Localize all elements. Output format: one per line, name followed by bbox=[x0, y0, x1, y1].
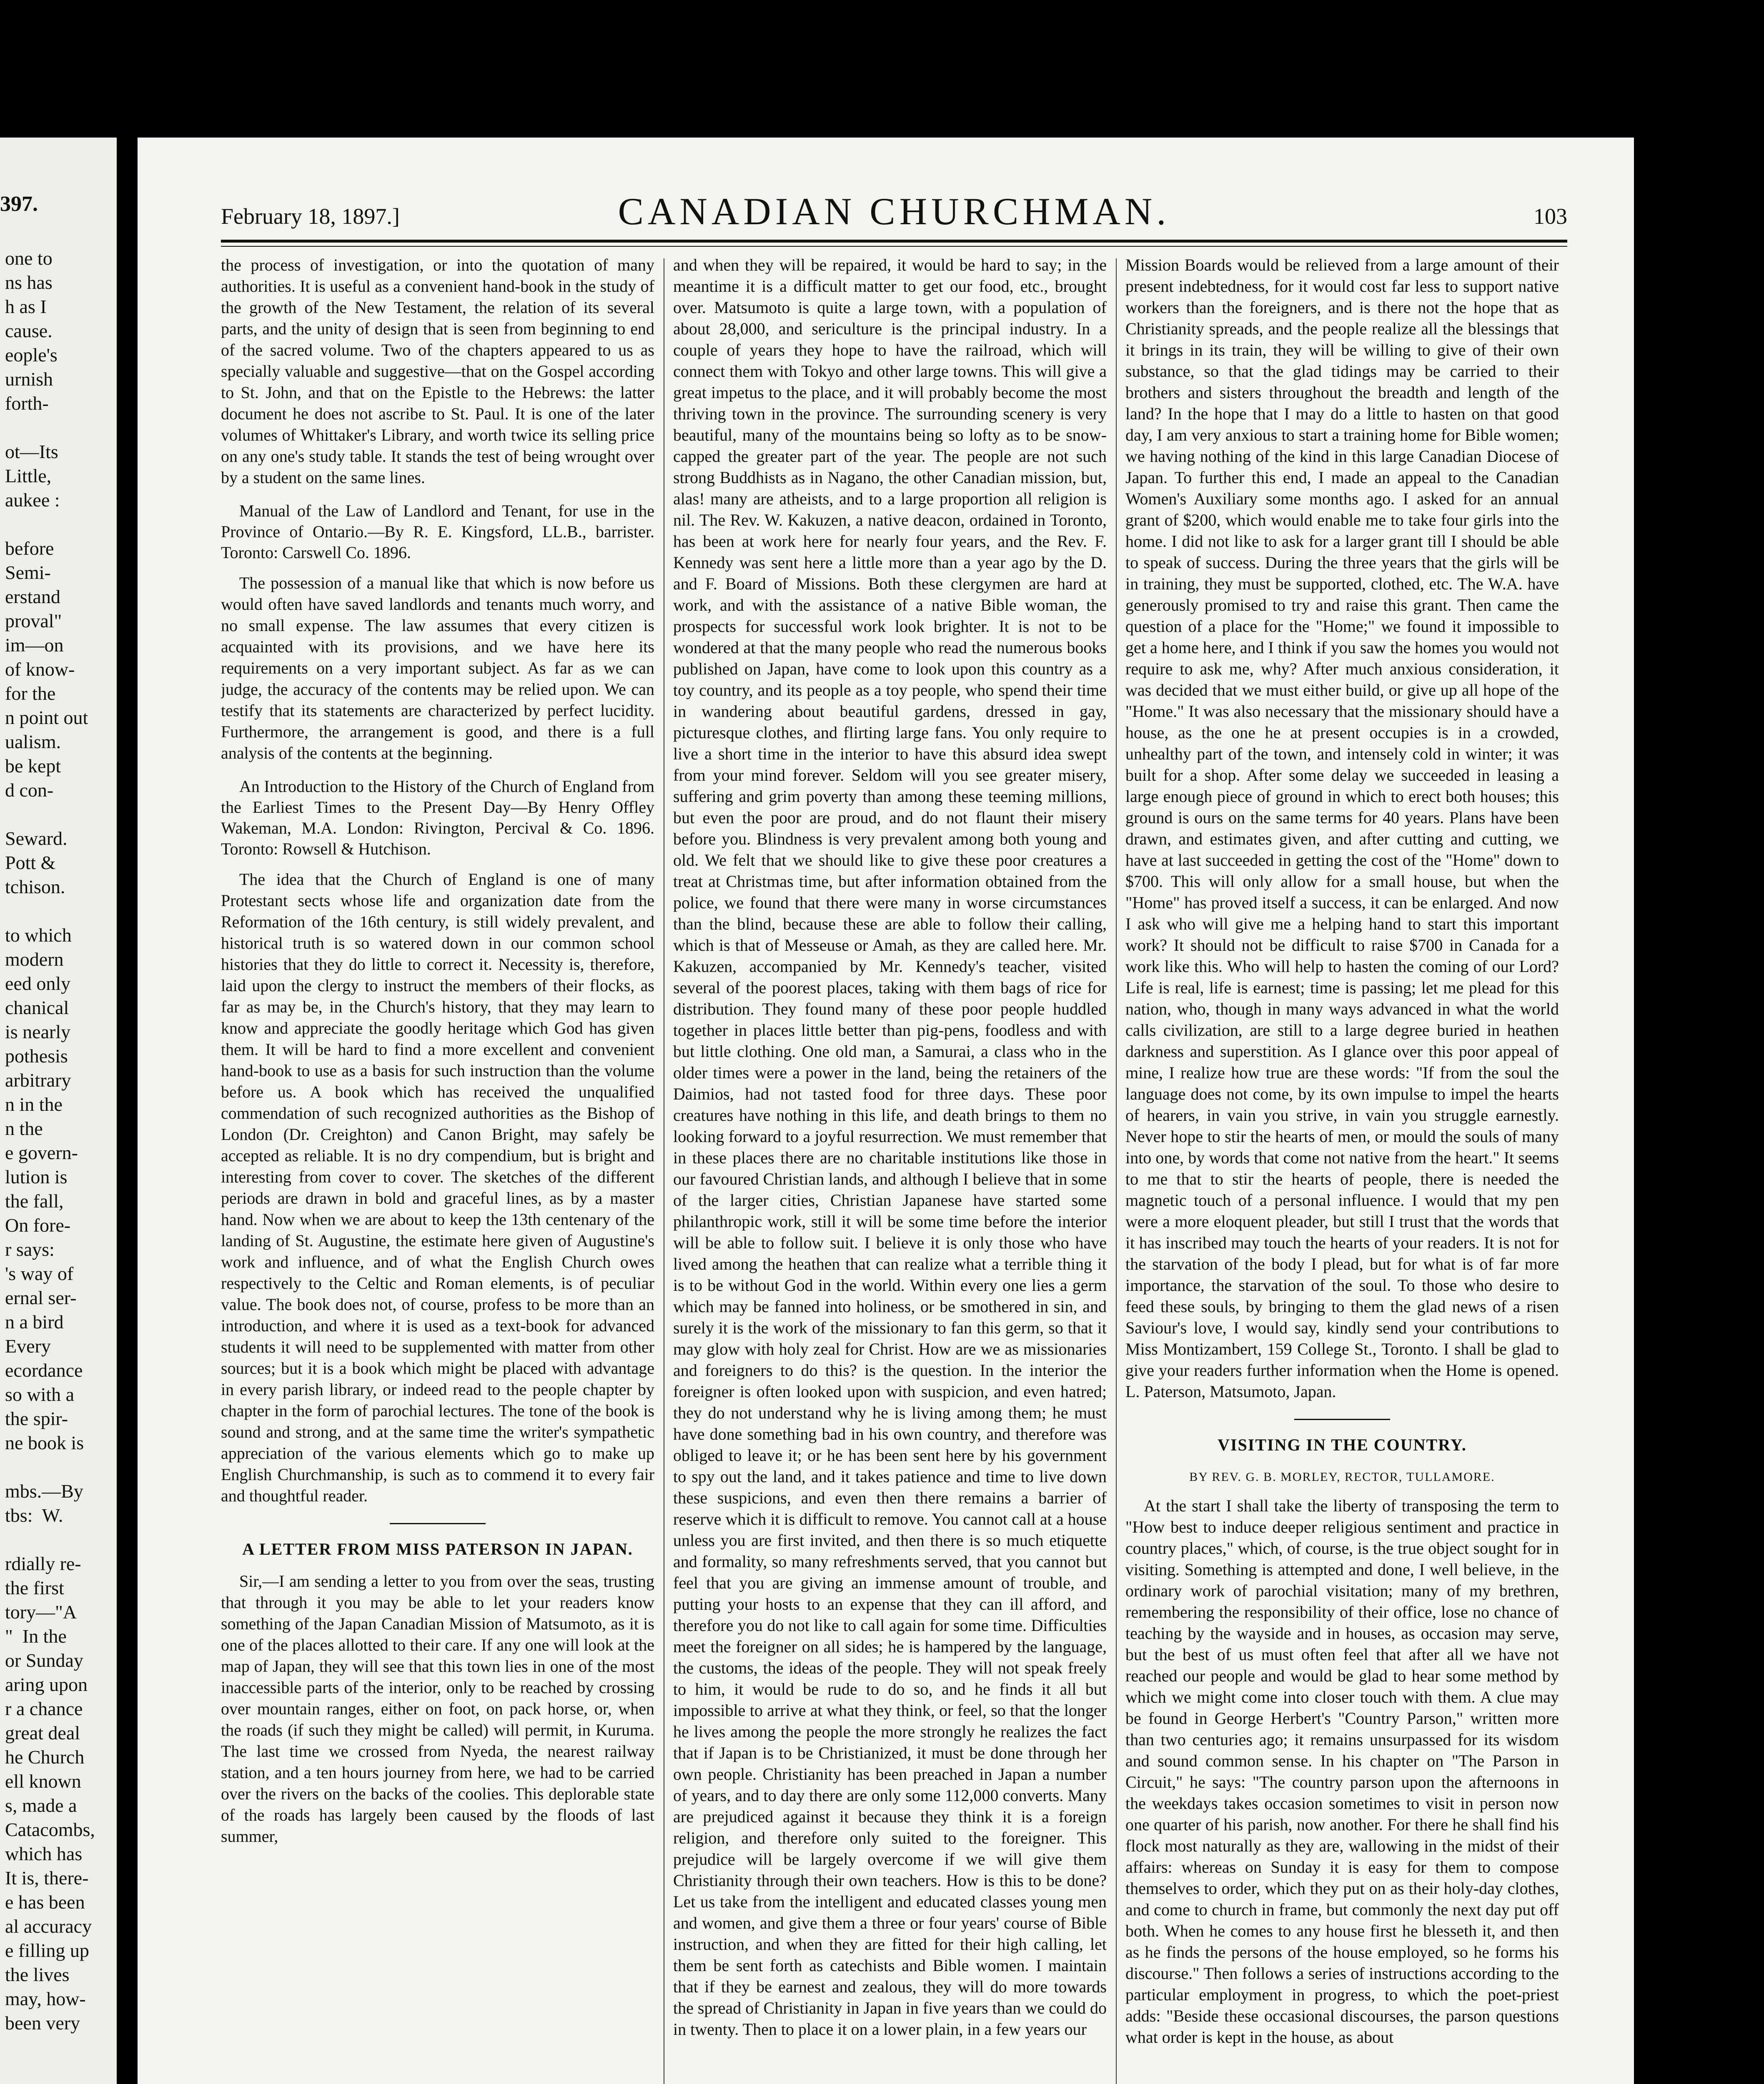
adjacent-page-text-fragment: before bbox=[5, 538, 54, 559]
section-rule bbox=[1294, 1419, 1390, 1420]
adjacent-page-text-fragment: urnish bbox=[5, 368, 53, 390]
adjacent-page-text-fragment: which has bbox=[5, 1843, 83, 1864]
adjacent-page-text-fragment: may, how- bbox=[5, 1988, 86, 2009]
adjacent-page-fragment bbox=[0, 138, 117, 2084]
adjacent-page-text-fragment: aring upon bbox=[5, 1674, 88, 1695]
adjacent-page-text-fragment: lution is bbox=[5, 1166, 68, 1187]
adjacent-page-text-fragment: proval" bbox=[5, 610, 62, 631]
adjacent-page-text-fragment: chanical bbox=[5, 997, 69, 1018]
adjacent-page-text-fragment: d con- bbox=[5, 779, 54, 801]
adjacent-page-text-fragment: he Church bbox=[5, 1746, 85, 1768]
review-text: the process of investigation, or into the quotation of many authorities. It is useful as a convenient hand-book in the study of the growth of the New Testament, the relation of its several parts, and the unity of design that is seen from beginning to end of the sacred volume. Two of the chapters appeared to us as specially valuable and suggestive—that on the Gospel according to St. John, and that on the Epistle to the Hebrews: the latter document he does not ascribe to St. Paul. It is one of the later volumes of Whittaker's Library, and worth twice its selling price on any one's study table. It stands the test of being wrought over by a student on the same lines. bbox=[221, 255, 654, 487]
adjacent-page-text-fragment: ualism. bbox=[5, 731, 61, 752]
review-text: The possession of a manual like that which is now before us would often have saved landlords and tenants much worry, and no small expense. The law assumes that every citizen is acquainted with its provisions, and we have here its requirements on a very important subject. As far as we can judge, the accuracy of the contents may be relied upon. We can testify that its statements are characterized by perfect lucidity. Furthermore, the arrangement is good, and there is a full analysis of the contents at the beginning. bbox=[221, 574, 654, 762]
section-rule bbox=[390, 1523, 486, 1524]
newspaper-title: CANADIAN CHURCHMAN. bbox=[618, 190, 1170, 233]
adjacent-page-text-fragment: Every bbox=[5, 1335, 51, 1357]
adjacent-page-text-fragment: cause. bbox=[5, 320, 53, 341]
review-title: An Introduction to the History of the Church of England from the Earliest Times to the Present Day—By Henry Offley Wakeman, M.A. London: Rivington, Percival & Co. 1896. Toronto: Rowsell & Hutchison. bbox=[221, 777, 654, 858]
adjacent-page-text-fragment: tory—"A bbox=[5, 1601, 77, 1623]
adjacent-page-text-fragment: " In the bbox=[5, 1626, 67, 1647]
column-3 bbox=[1125, 254, 1559, 2084]
adjacent-page-text-fragment: great deal bbox=[5, 1722, 80, 1743]
adjacent-page-text-fragment: arbitrary bbox=[5, 1070, 71, 1091]
adjacent-page-text-fragment: n point out bbox=[5, 707, 88, 728]
adjacent-page-text-fragment: is nearly bbox=[5, 1021, 71, 1042]
adjacent-page-text-fragment: ernal ser- bbox=[5, 1287, 77, 1308]
adjacent-page-text-fragment: It is, there- bbox=[5, 1867, 89, 1889]
adjacent-page-text-fragment: of know- bbox=[5, 659, 75, 680]
adjacent-page-text-fragment: h as I bbox=[5, 296, 47, 317]
adjacent-page-text-fragment: im—on bbox=[5, 634, 64, 656]
adjacent-page-text-fragment: r a chance bbox=[5, 1698, 83, 1719]
adjacent-page-text-fragment: pothesis bbox=[5, 1045, 68, 1067]
adjacent-page-text-fragment: Little, bbox=[5, 465, 52, 486]
letter-text: Mission Boards would be relieved from a large amount of their present indebtedness, for it would cost far less to support native workers than the foreigners, and is there not the hope that as Christianity spreads, and the people realize all the blessings that it brings in its train, they will be willing to give of their own substance, so that the glad tidings may be carried to their brothers and sisters throughout the breadth and length of the land? In the hope that I may do a little to hasten on that good day, I am very anxious to start a training home for Bible women; we having nothing of the kind in this large Canadian Diocese of Japan. To further this end, I made an appeal to the Canadian Women's Auxiliary some months ago. I asked for an annual grant of $200, which would enable me to take four girls into the home. I did not like to ask for a larger grant till I should be able to speak of success. During the three years that the girls will be in training, they must be supported, clothed, etc. The W.A. have generously promised to try and raise this grant. Then came the question of a place for the "Home;" we found it impossible to get a home here, and I think if you saw the homes you would not require to ask me, why? After much anxious consideration, it was decided that we must either build, or give up all hope of the "Home." It was also necessary that the missionary should have a house, as the one he at present occupies is in a crowded, unhealthy part of the town, and intensely cold in winter; it was built for a shop. After some delay we succeeded in leasing a large enough piece of ground in which to erect both houses; this ground is ours on the same terms for 40 years. Plans have been drawn, and estimates given, and after cutting and cutting, we have at last succeeded in getting the cost of the "Home" down to $700. This will only allow for a small house, but when the "Home" has proved itself a success, it can be enlarged. And now I ask who will give me a helping hand to start this important work? It should not be difficult to raise $700 in Canada for a work like this. Who will help to hasten the coming of our Lord? Life is real, life is earnest; time is passing; let me plead for this nation, who, though in many ways advanced in what the world calls civilization, are still to a large degree buried in heathen darkness and superstition. As I glance over this poor appeal of mine, I realize how true are these words: "If from the soul the language does not come, by its own impulse to impel the hearts of hearers, in vain you strive, in vain you struggle earnestly. Never hope to stir the hearts of men, or mould the souls of many into one, by words that come not native from the heart." It seems to me that to stir the hearts of people, there is needed the magnetic touch of a personal influence. I would that my pen were a more eloquent pleader, but still I trust that the words that it has inscribed may touch the hearts of your readers. It is not for the starvation of the body I plead, but for what is of far more importance, the starvation of the soul. To those who desire to feed these souls, by bringing to them the glad news of a risen Saviour's love, I would say, kindly send your contributions to Miss Montizambert, 159 College St., Toronto. I shall be glad to give your readers further information when the Home is opened. L. Paterson, Matsumoto, Japan. bbox=[1125, 255, 1559, 1401]
adjacent-page-text-fragment: Pott & bbox=[5, 852, 56, 873]
adjacent-page-text-fragment: modern bbox=[5, 949, 64, 970]
adjacent-page-text-fragment: the spir- bbox=[5, 1408, 68, 1429]
adjacent-page-text-fragment: ell known bbox=[5, 1771, 81, 1792]
adjacent-page-text-fragment: the first bbox=[5, 1577, 64, 1598]
adjacent-page-text-fragment: s, made a bbox=[5, 1795, 77, 1816]
adjacent-page-text-fragment: Seward. bbox=[5, 828, 68, 849]
adjacent-page-text-fragment: ns has bbox=[5, 272, 53, 293]
adjacent-page-text-fragment: ot—Its bbox=[5, 441, 58, 462]
adjacent-page-text-fragment: for the bbox=[5, 683, 56, 704]
adjacent-page-text-fragment: mbs.—By bbox=[5, 1480, 83, 1502]
letter-text: Sir,—I am sending a letter to you from over the seas, trusting that through it you may be able to let your readers know something of the Japan Canadian Mission of Matsumoto, as it is one of the places allotted to their care. If any one will look at the map of Japan, they will see that this town lies in one of the most inaccessible parts of the interior, only to be reached by crossing over mountain ranges, either on foot, on pack horse, or, when the roads (if such they might be called) will permit, in Kuruma. The last time we crossed from Nyeda, the nearest railway station, and a ten hours journey from here, we had to be carried over the rivers on the backs of the coolies. This deplorable state of the roads has largely been caused by the floods of last summer, bbox=[221, 1572, 654, 1846]
adjacent-page-text-fragment: aukee : bbox=[5, 489, 60, 511]
column-1 bbox=[221, 254, 654, 2084]
adjacent-page-text-fragment: forth- bbox=[5, 393, 49, 414]
article-byline: BY REV. G. B. MORLEY, RECTOR, TULLAMORE. bbox=[1189, 1470, 1495, 1484]
adjacent-page-text-fragment: rdially re- bbox=[5, 1553, 81, 1574]
adjacent-page-number: 397. bbox=[0, 192, 38, 216]
page-number: 103 bbox=[1533, 204, 1567, 229]
adjacent-page-text-fragment: e filling up bbox=[5, 1940, 89, 1961]
review-title: Manual of the Law of Landlord and Tenant, for use in the Province of Ontario.—By R. E. Kingsford, LL.B., barrister. Toronto: Carswell Co. 1896. bbox=[221, 501, 654, 562]
letter-heading: A LETTER FROM MISS PATERSON IN JAPAN. bbox=[242, 1540, 633, 1558]
adjacent-page-text-fragment: be kept bbox=[5, 755, 61, 776]
adjacent-page-text-fragment: eople's bbox=[5, 344, 58, 366]
adjacent-page-text-fragment: r says: bbox=[5, 1239, 55, 1260]
adjacent-page-text-fragment: On fore- bbox=[5, 1215, 71, 1236]
adjacent-page-text-fragment: to which bbox=[5, 924, 72, 946]
adjacent-page-text-fragment: so with a bbox=[5, 1384, 75, 1405]
masthead bbox=[221, 192, 1567, 238]
masthead-rule-thin bbox=[221, 246, 1567, 247]
adjacent-page-text-fragment: Semi- bbox=[5, 562, 51, 583]
adjacent-page-text-fragment: ecordance bbox=[5, 1360, 83, 1381]
adjacent-page-text-fragment: tchison. bbox=[5, 876, 65, 897]
adjacent-page-text-fragment: n a bird bbox=[5, 1311, 64, 1333]
adjacent-page-text-fragment: n in the bbox=[5, 1094, 63, 1115]
adjacent-page-text-fragment: the lives bbox=[5, 1964, 70, 1985]
adjacent-page-text-fragment: ne book is bbox=[5, 1432, 84, 1453]
adjacent-page-text-fragment: or Sunday bbox=[5, 1650, 83, 1671]
newspaper-page bbox=[138, 138, 1634, 2084]
adjacent-page-text-fragment: Catacombs, bbox=[5, 1819, 95, 1840]
issue-date: February 18, 1897.] bbox=[221, 204, 400, 229]
adjacent-page-text-fragment: e has been bbox=[5, 1891, 85, 1913]
column-2 bbox=[673, 254, 1107, 2084]
adjacent-page-text-fragment: one to bbox=[5, 248, 53, 269]
adjacent-page-text-fragment: 's way of bbox=[5, 1263, 74, 1284]
letter-text: and when they will be repaired, it would be hard to say; in the meantime it is a difficult matter to get our food, etc., brought over. Matsumoto is quite a large town, with a population of about 28,000, and sericulture is the principal industry. In a couple of years they hope to have the railroad, which will connect them with Tokyo and other large towns. This will give a great impetus to the place, and it will probably become the most thriving town in the province. The surrounding scenery is very beautiful, many of the mountains being so lofty as to be snow-capped the greater part of the year. The people are not such strong Buddhists as in Nagano, the other Canadian mission, but, alas! many are atheists, and to a large proportion all religion is nil. The Rev. W. Kakuzen, a native deacon, ordained in Toronto, has been at work here for nearly four years, and the Rev. F. Kennedy was sent here a little more than a year ago by the D. and F. Board of Missions. Both these clergymen are hard at work, and with the assistance of a native Bible woman, the prospects for successful work look brighter. It is not to be wondered at that the many people who read the numerous books published on Japan, have come to look upon this country as a toy country, and its people as a toy people, who spend their time in wandering about beautiful gardens, dressed in gay, picturesque clothes, and flirting large fans. You only require to live a short time in the interior to have this absurd idea swept from your mind forever. Seldom will you see greater misery, suffering and grim poverty than among these teeming millions, but even the poor are proud, and do not flaunt their misery before you. Blindness is very prevalent among both young and old. We felt that we should like to give these poor creatures a treat at Christmas time, but after information obtained from the police, we found that there were many in worse circumstances than the blind, because these are able to follow their calling, which is that of Messeuse or Amah, as they are called here. Mr. Kakuzen, accompanied by Mr. Kennedy's teacher, visited several of the poorest places, taking with them bags of rice for distribution. They found many of these poor people huddled together in places little better than pig-pens, foodless and with but little clothing. One old man, a Samurai, a class who in the older times were a power in the land, being the retainers of the Daimios, had not tasted food for three days. These poor creatures have nothing in this life, and death brings to them no looking forward to a joyful resurrection. We must remember that in these places there are no charitable institutions like those in our favoured Christian lands, and although I believe that in some of the larger cities, Christian Japanese have started some philanthropic work, still it will be some time before the interior will be able to follow suit. I believe it is only those who have lived among the heathen that can realize what a terrible thing it is to be without God in the world. Within every one lies a germ which may be fanned into holiness, or be smothered in sin, and surely it is the work of the missionary to fan this germ, so that it may glow with holy zeal for Christ. How are we as missionaries and foreigners to do this? is the question. In the interior the foreigner is often looked upon with suspicion, and even hatred; they do not understand why he is living among them; he must have done something bad in his own country, and therefore was obliged to leave it; or he has been sent here by his government to spy out the land, and it takes patience and time to live down these suspicions, and even then there remains a barrier of reserve which it is difficult to remove. You cannot call at a house unless you are first invited, and then there is so much etiquette and formality, so many refreshments served, that you cannot but feel that you are giving an immense amount of trouble, and putting your hosts to an expense that they can ill afford, and therefore you do not like to call again for some time. Difficulties meet the foreigner on all sides; he is hampered by the language, the customs, the ideas of the people. They will not speak freely to him, it would be rude to do so, and he finds it all but impossible to arrive at what they think, or feel, so that the longer he lives among the people the more strongly he realizes the fact that if Japan is to be Christianized, it must be done through her own people. Christianity has been preached in Japan a number of years, and to day there are only some 112,000 converts. Many are prejudiced against it because they think it is a foreign religion, and therefore only suited to the foreigner. This prejudice will be largely overcome if we will give them Christianity through their own teachers. How is this to be done? Let us take from the intelligent and educated classes young men and women, and give them a three or four years' course of Bible instruction, and when they are fitted for their high calling, let them be sent forth as catechists and Bible women. I maintain that if they be earnest and zealous, they will do more towards the spread of Christianity in Japan in five years than we could do in twenty. Then to place it on a lower plain, in a few years our bbox=[673, 255, 1107, 2039]
adjacent-page-text-fragment: eed only bbox=[5, 973, 71, 994]
adjacent-page-text-fragment: n the bbox=[5, 1118, 43, 1139]
adjacent-page-text-fragment: tbs: W. bbox=[5, 1505, 63, 1526]
adjacent-page-text-fragment: been very bbox=[5, 2012, 80, 2034]
adjacent-page-text-fragment: erstand bbox=[5, 586, 60, 607]
article-text: At the start I shall take the liberty of transposing the term to "How best to induce deeper religious sentiment and practice in country places," which, of course, is the true object sought for in visiting. Something is attempted and done, I well believe, in the ordinary work of parochial visitation; many of my brethren, remembering the responsibility of their office, lose no chance of teaching by the wayside and in houses, as occasion may serve, but the best of us must often feel that after all we have not reached our people and would be glad to hear some method by which we might come into closer touch with them. A clue may be found in George Herbert's "Country Parson," written more than two centuries ago; it remains unsurpassed for its wisdom and sound common sense. In his chapter on "The Parson in Circuit," he says: "The country parson upon the afternoons in the weekdays takes occasion sometimes to visit in person now one quarter of his parish, now another. For there he shall find his flock most naturally as they are, wallowing in the midst of their affairs: whereas on Sunday it is easy for them to compose themselves to order, which they put on as their holy-day clothes, and come to church in frame, but commonly the next day put off both. When he comes to any house first he blesseth it, and then as he finds the persons of the house employed, so he forms his discourse." Then follows a series of instructions according to the particular employment in progress, to which the poet-priest adds: "Beside these occasional discourses, the parson questions what order is kept in the house, as about bbox=[1125, 1496, 1559, 2046]
adjacent-page-text-fragment: the fall, bbox=[5, 1190, 64, 1212]
article-heading: VISITING IN THE COUNTRY. bbox=[1218, 1435, 1467, 1454]
column-divider bbox=[1116, 258, 1117, 2084]
adjacent-page-text-fragment: e govern- bbox=[5, 1142, 78, 1163]
review-text: The idea that the Church of England is one of many Protestant sects whose life and organization date from the Reformation of the 16th century, is still widely prevalent, and historical truth is so watered down in our common school histories that they do little to correct it. Necessity is, therefore, laid upon the clergy to instruct the members of their flocks, as far as may be, in the Church's history, that they may learn to know and appreciate the goodly heritage which God has given them. It will be hard to find a more excellent and convenient hand-book to use as a basis for such instruction than the volume before us. A book which has received the unqualified commendation of such recognized authorities as the Bishop of London (Dr. Creighton) and Canon Bright, may safely be accepted as reliable. It is no dry compendium, but is bright and interesting from cover to cover. The sketches of the different periods are drawn in bold and graceful lines, as by a master hand. Now when we are about to keep the 13th centenary of the landing of St. Augustine, the estimate here given of Augustine's work and influence, and of what the English Church owes respectively to the Celtic and Roman elements, is of peculiar value. The book does not, of course, profess to be more than an introduction, and where it is used as a text-book for advanced students it will need to be supplemented with matter from other sources; but it is a book which might be placed with advantage in every parish library, or indeed read to the people chapter by chapter in the form of parochial lectures. The tone of the book is sound and strong, and at the same time the writer's sympathetic appreciation of the various elements which go to make up English Churchmanship, is such as to commend it to every fair and thoughtful reader. bbox=[221, 870, 654, 1505]
adjacent-page-text-fragment: al accuracy bbox=[5, 1916, 92, 1937]
masthead-rule bbox=[221, 240, 1567, 243]
